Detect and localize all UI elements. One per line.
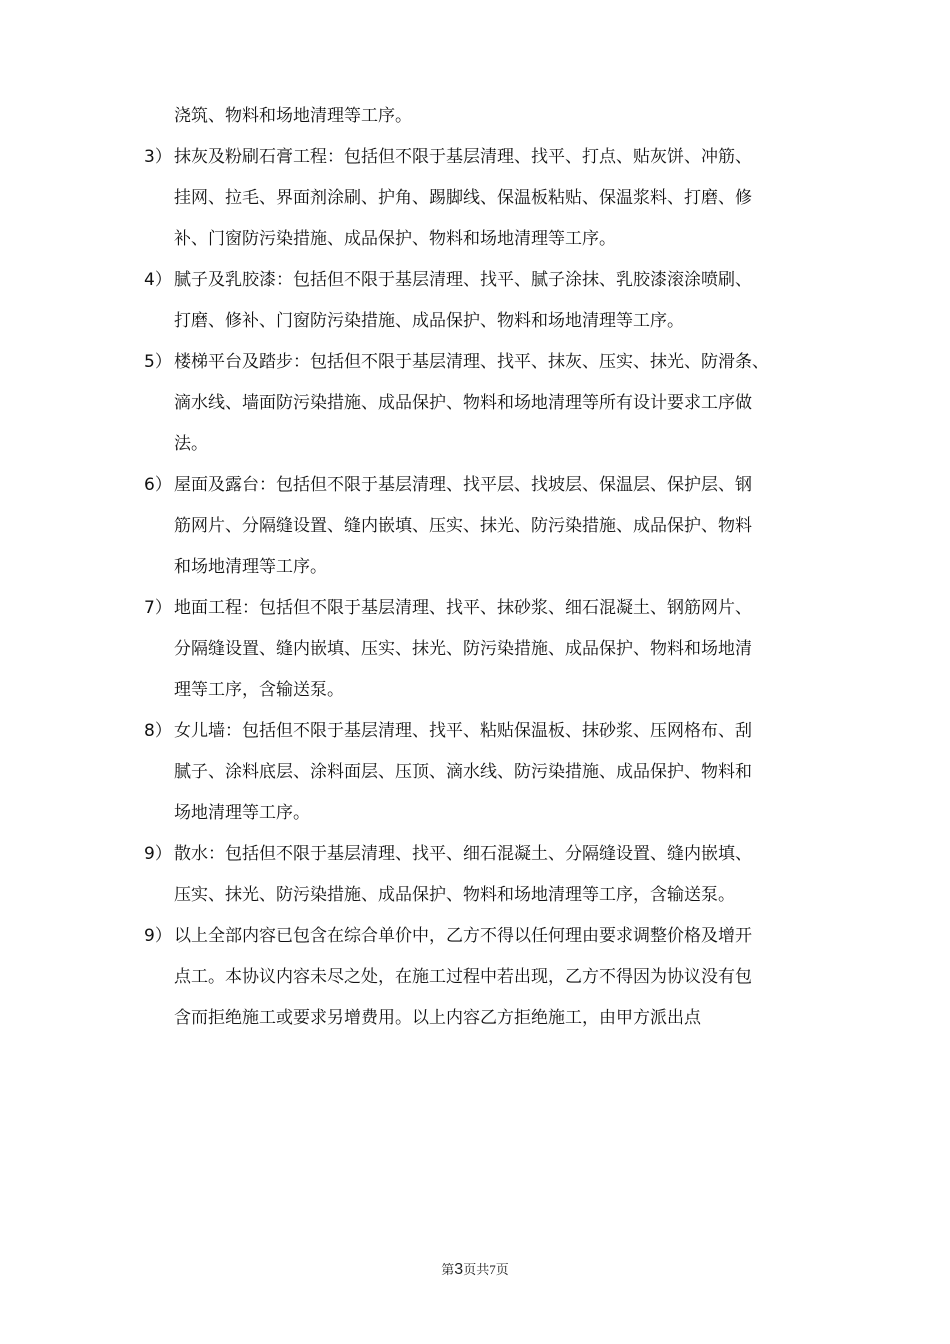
list-item-number: 6） xyxy=(144,475,172,495)
line-text: 腻子及乳胶漆：包括但不限于基层清理、找平、腻子涂抹、乳胶漆滚涂喷刷、 xyxy=(174,270,752,290)
list-item-number: 9） xyxy=(144,926,172,946)
continuation-line xyxy=(0,96,950,137)
list-item-line xyxy=(0,506,950,547)
page-footer xyxy=(0,1259,950,1279)
list-item-line xyxy=(0,670,950,711)
document-body xyxy=(0,96,950,1039)
footer-prefix: 第 xyxy=(441,1263,455,1278)
line-text: 分隔缝设置、缝内嵌填、压实、抹光、防污染措施、成品保护、物料和场地清 xyxy=(174,639,752,659)
list-item-line xyxy=(0,383,950,424)
line-text: 补、门窗防污染措施、成品保护、物料和场地清理等工序。 xyxy=(174,229,616,249)
list-item-line xyxy=(0,301,950,342)
list-item-number: 8） xyxy=(144,721,172,741)
list-item-number: 5） xyxy=(144,352,172,372)
list-item-line xyxy=(0,629,950,670)
line-text: 滴水线、墙面防污染措施、成品保护、物料和场地清理等所有设计要求工序做 xyxy=(174,393,752,413)
list-item-line xyxy=(0,998,950,1039)
list-item-line xyxy=(0,178,950,219)
list-item-line xyxy=(0,834,950,875)
line-text: 散水：包括但不限于基层清理、找平、细石混凝土、分隔缝设置、缝内嵌填、 xyxy=(174,844,752,864)
list-item-line xyxy=(0,219,950,260)
footer-suffix: 页 xyxy=(495,1263,509,1278)
list-item-line xyxy=(0,588,950,629)
list-item-line xyxy=(0,342,950,383)
footer-middle: 页共 xyxy=(463,1263,490,1278)
line-text: 浇筑、物料和场地清理等工序。 xyxy=(174,106,412,126)
list-item-line xyxy=(0,424,950,465)
line-text: 筋网片、分隔缝设置、缝内嵌填、压实、抹光、防污染措施、成品保护、物料 xyxy=(174,516,752,536)
line-text: 点工。本协议内容未尽之处，在施工过程中若出现，乙方不得因为协议没有包 xyxy=(174,967,752,987)
line-text: 地面工程：包括但不限于基层清理、找平、抹砂浆、细石混凝土、钢筋网片、 xyxy=(174,598,752,618)
list-item-line xyxy=(0,916,950,957)
list-item-line xyxy=(0,260,950,301)
line-text: 腻子、涂料底层、涂料面层、压顶、滴水线、防污染措施、成品保护、物料和 xyxy=(174,762,752,782)
list-item-line xyxy=(0,752,950,793)
footer-current-page: 3 xyxy=(454,1261,464,1278)
line-text: 楼梯平台及踏步：包括但不限于基层清理、找平、抹灰、压实、抹光、防滑条、 xyxy=(174,352,769,372)
line-text: 抹灰及粉刷石膏工程：包括但不限于基层清理、找平、打点、贴灰饼、冲筋、 xyxy=(174,147,752,167)
line-text: 压实、抹光、防污染措施、成品保护、物料和场地清理等工序，含输送泵。 xyxy=(174,885,735,905)
line-text: 以上全部内容已包含在综合单价中，乙方不得以任何理由要求调整价格及增开 xyxy=(174,926,752,946)
line-text: 屋面及露台：包括但不限于基层清理、找平层、找坡层、保温层、保护层、钢 xyxy=(174,475,752,495)
list-item-line xyxy=(0,711,950,752)
list-item-line xyxy=(0,137,950,178)
line-text: 理等工序，含输送泵。 xyxy=(174,680,344,700)
line-text: 场地清理等工序。 xyxy=(174,803,310,823)
list-item-line xyxy=(0,957,950,998)
line-text: 法。 xyxy=(174,434,208,454)
list-item-line xyxy=(0,547,950,588)
line-text: 挂网、拉毛、界面剂涂刷、护角、踢脚线、保温板粘贴、保温浆料、打磨、修 xyxy=(174,188,752,208)
line-text: 女儿墙：包括但不限于基层清理、找平、粘贴保温板、抹砂浆、压网格布、刮 xyxy=(174,721,752,741)
list-item-number: 9） xyxy=(144,844,172,864)
list-item-number: 7） xyxy=(144,598,172,618)
list-item-line xyxy=(0,875,950,916)
list-item-number: 3） xyxy=(144,147,172,167)
list-item-line xyxy=(0,793,950,834)
line-text: 和场地清理等工序。 xyxy=(174,557,327,577)
list-item-number: 4） xyxy=(144,270,172,290)
footer-total-pages: 7 xyxy=(489,1262,496,1277)
list-item-line xyxy=(0,465,950,506)
line-text: 打磨、修补、门窗防污染措施、成品保护、物料和场地清理等工序。 xyxy=(174,311,684,331)
line-text: 含而拒绝施工或要求另增费用。以上内容乙方拒绝施工，由甲方派出点 xyxy=(174,1008,701,1028)
